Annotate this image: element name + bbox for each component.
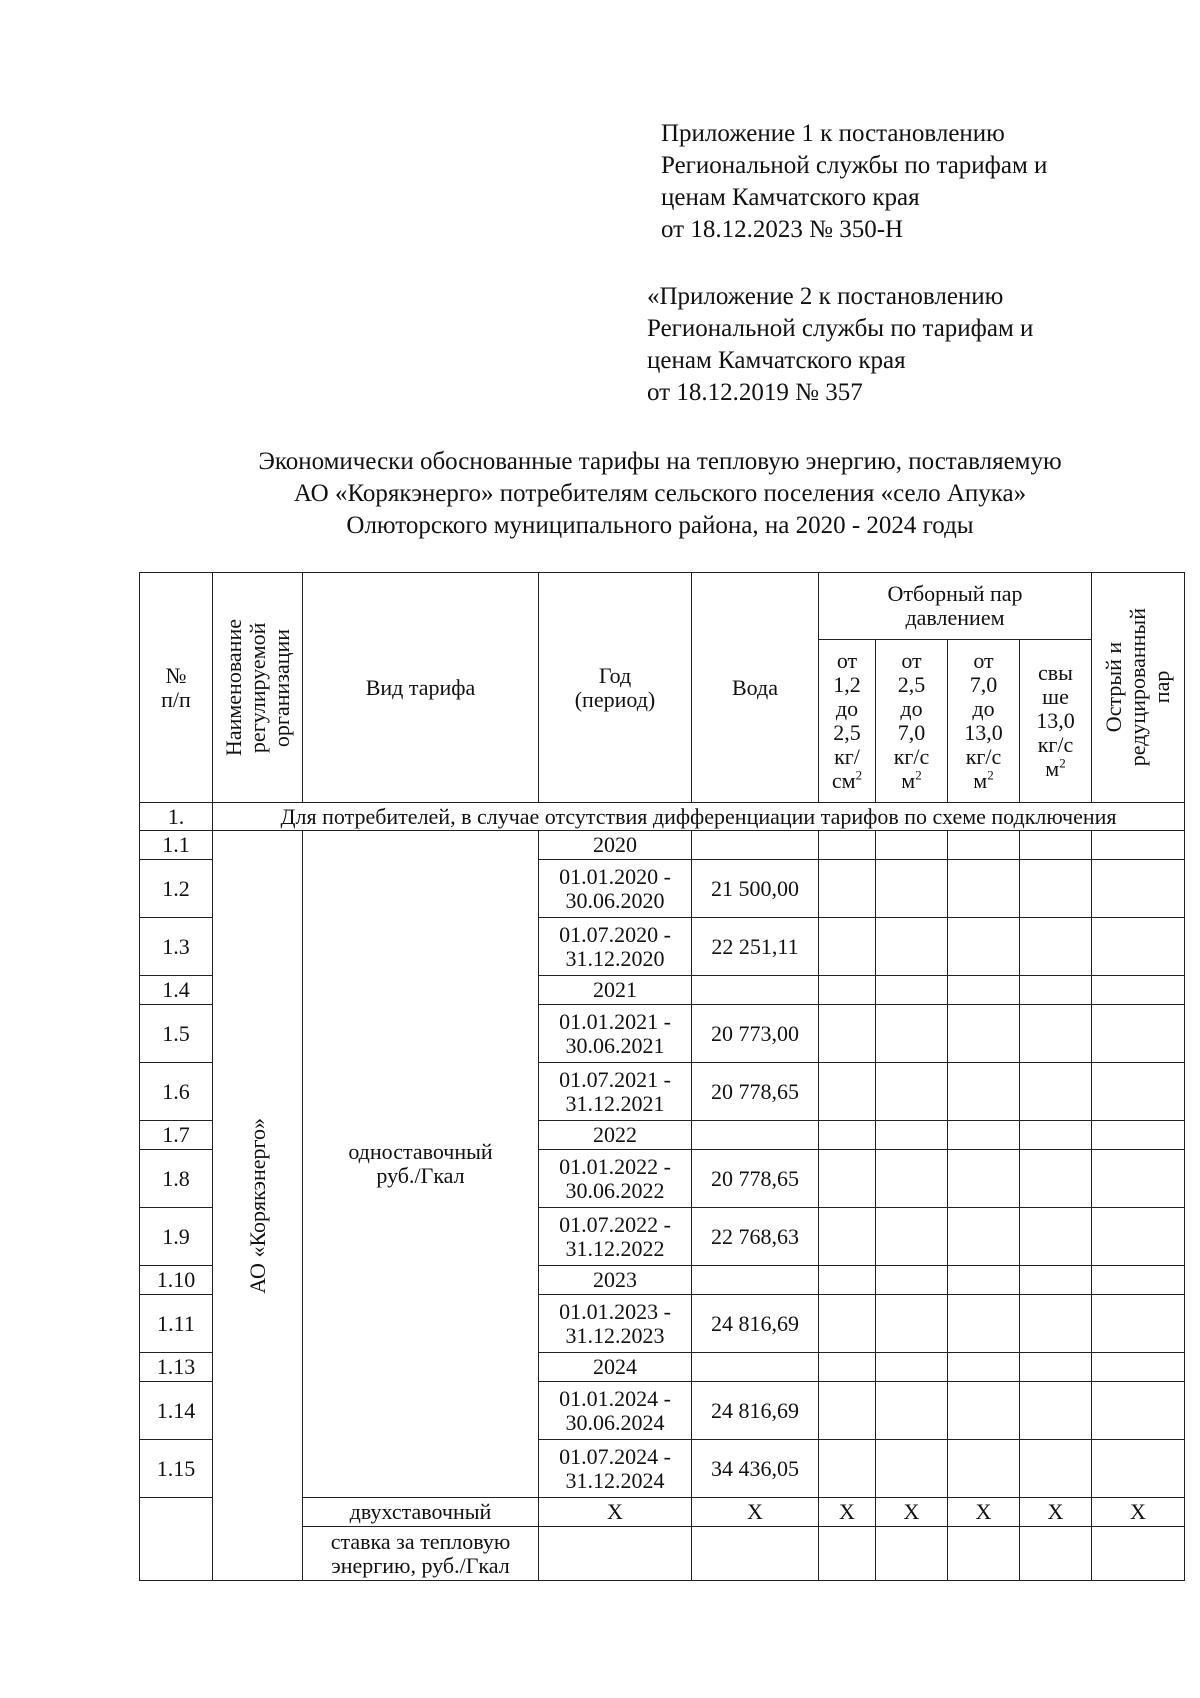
h-line: кг/ <box>834 744 860 769</box>
empty-cell <box>876 1382 948 1440</box>
empty-cell <box>1020 1353 1092 1382</box>
title-line: Экономически обоснованные тарифы на тепловую энергию, поставляемую <box>258 448 1062 475</box>
empty-cell <box>948 1353 1020 1382</box>
empty-cell <box>876 1208 948 1266</box>
empty-cell <box>819 1063 876 1121</box>
period-cell <box>539 1150 692 1208</box>
header-org-vertical <box>222 619 294 756</box>
period-line: 2020 <box>593 832 637 857</box>
row-num: 1.4 <box>140 976 213 1005</box>
period-line: 01.01.2020 - <box>559 863 671 889</box>
empty-cell <box>1020 976 1092 1005</box>
header-steam-3 <box>948 640 1020 803</box>
empty-cell <box>1092 976 1185 1005</box>
unit-text: см <box>831 768 856 793</box>
water-cell: 20 773,00 <box>692 1005 819 1063</box>
appendix-1-block <box>661 118 1047 246</box>
h-line: 1,2 <box>833 672 861 697</box>
empty-cell <box>876 976 948 1005</box>
period-line: 31.12.2022 <box>565 1235 665 1261</box>
appendix-1-line: Приложение 1 к постановлению <box>661 120 1005 147</box>
tariff-table <box>139 572 1185 1581</box>
empty-cell <box>1020 1121 1092 1150</box>
empty-cell <box>819 1295 876 1353</box>
header-period-line: Год <box>598 662 632 688</box>
empty-cell <box>1020 1208 1092 1266</box>
row-num: 1.8 <box>140 1150 213 1208</box>
header-steam-line: давлением <box>905 605 1005 630</box>
empty-cell <box>819 1150 876 1208</box>
row-num: 1.5 <box>140 1005 213 1063</box>
empty-cell <box>876 918 948 976</box>
empty-cell <box>819 860 876 918</box>
empty-cell <box>948 1266 1020 1295</box>
period-cell <box>539 1440 692 1498</box>
empty-cell <box>819 918 876 976</box>
period-line: 2024 <box>593 1354 637 1379</box>
header-sharp-line: пар <box>1149 671 1174 704</box>
empty-cell <box>1092 1063 1185 1121</box>
period-cell <box>539 1005 692 1063</box>
empty-cell <box>876 1440 948 1498</box>
h-line: ше <box>1042 684 1069 709</box>
period-cell <box>539 1295 692 1353</box>
period-line: 2023 <box>593 1267 637 1292</box>
h-line: кг/с <box>965 744 1002 769</box>
h-line: 7,0 <box>969 672 998 697</box>
section-num: 1. <box>140 803 213 831</box>
period-line: 2021 <box>593 977 637 1002</box>
row-num: 1.2 <box>140 860 213 918</box>
h-line: 13,0 <box>964 720 1003 745</box>
header-water: Вода <box>692 573 819 803</box>
superscript: 2 <box>987 767 994 783</box>
empty-cell <box>948 831 1020 860</box>
water-cell: 22 251,11 <box>692 918 819 976</box>
water-cell: 24 816,69 <box>692 1382 819 1440</box>
row-num: 1.7 <box>140 1121 213 1150</box>
empty-cell <box>1020 1005 1092 1063</box>
water-cell <box>692 1121 819 1150</box>
row-num: 1.14 <box>140 1382 213 1440</box>
one-rate-line: руб./Гкал <box>376 1163 465 1188</box>
row-num <box>140 1498 213 1581</box>
one-rate-line: одноставочный <box>348 1139 493 1164</box>
header-sharp-line: Острый и <box>1101 642 1126 733</box>
header-org-line: регулируемой <box>244 622 270 753</box>
h-line: кг/с <box>893 744 930 769</box>
water-cell: 21 500,00 <box>692 860 819 918</box>
appendix-2-line: «Приложение 2 к постановлению <box>647 283 1004 310</box>
water-cell <box>692 831 819 860</box>
period-line: 30.06.2021 <box>565 1032 665 1058</box>
empty-cell <box>819 976 876 1005</box>
h-line <box>819 769 875 793</box>
one-rate-cell <box>303 831 539 1498</box>
empty-cell <box>876 1005 948 1063</box>
empty-cell <box>819 1208 876 1266</box>
period-cell <box>539 1353 692 1382</box>
period-line: 31.12.2021 <box>565 1090 665 1116</box>
h-line: от <box>836 648 858 673</box>
empty-cell <box>1020 1295 1092 1353</box>
empty-cell <box>876 860 948 918</box>
empty-cell <box>876 1266 948 1295</box>
empty-cell <box>1020 1440 1092 1498</box>
empty-cell <box>1092 1005 1185 1063</box>
heat-rate-label <box>303 1527 539 1581</box>
empty-cell <box>819 1005 876 1063</box>
period-cell <box>539 1266 692 1295</box>
h-line <box>1020 757 1091 781</box>
empty-cell <box>876 831 948 860</box>
period-line: 01.01.2024 - <box>559 1385 671 1411</box>
header-sharp-line: редуцированный <box>1125 608 1150 767</box>
empty-cell <box>1020 1266 1092 1295</box>
empty-cell <box>948 1382 1020 1440</box>
period-line: 30.06.2024 <box>565 1409 665 1435</box>
empty-cell <box>819 1382 876 1440</box>
water-cell: 34 436,05 <box>692 1440 819 1498</box>
header-num-line: № <box>165 662 187 688</box>
title-line: АО «Корякэнерго» потребителям сельского поселения «село Апука» <box>293 480 1027 507</box>
appendix-1-line: Региональной службы по тарифам и <box>661 152 1048 179</box>
empty-cell <box>1020 860 1092 918</box>
superscript: 2 <box>915 767 922 783</box>
empty-cell <box>1020 918 1092 976</box>
period-line: 01.07.2020 - <box>559 921 671 947</box>
empty-cell <box>819 1440 876 1498</box>
row-num: 1.11 <box>140 1295 213 1353</box>
row-num: 1.3 <box>140 918 213 976</box>
empty-cell <box>948 918 1020 976</box>
empty-cell <box>948 1150 1020 1208</box>
h-line: до <box>900 696 923 721</box>
period-line: 01.01.2022 - <box>559 1153 671 1179</box>
x-mark: X <box>1020 1498 1092 1527</box>
row-num: 1.15 <box>140 1440 213 1498</box>
period-cell <box>539 1063 692 1121</box>
empty-cell <box>819 1266 876 1295</box>
header-org-line: Наименование <box>220 618 246 757</box>
h-line: от <box>901 648 922 673</box>
period-cell <box>539 831 692 860</box>
h-line: кг/с <box>1037 732 1074 757</box>
empty-cell <box>819 1353 876 1382</box>
h-line: до <box>972 696 995 721</box>
header-org-line: организации <box>268 628 294 747</box>
h-line: 7,0 <box>897 720 926 745</box>
empty-cell <box>948 1440 1020 1498</box>
water-cell <box>692 976 819 1005</box>
two-rate-label: двухставочный <box>303 1498 539 1527</box>
document-title <box>130 446 1190 542</box>
unit-text: м <box>1045 756 1060 781</box>
org-name: АО «Корякэнерго» <box>244 1117 270 1294</box>
empty-cell <box>819 1121 876 1150</box>
period-line: 01.07.2022 - <box>559 1211 671 1237</box>
empty-cell <box>819 831 876 860</box>
empty-cell <box>948 1208 1020 1266</box>
empty-cell <box>1092 1382 1185 1440</box>
period-line: 30.06.2022 <box>565 1177 665 1203</box>
empty-cell <box>948 1121 1020 1150</box>
water-cell: 20 778,65 <box>692 1150 819 1208</box>
empty-cell <box>692 1527 819 1581</box>
water-cell: 20 778,65 <box>692 1063 819 1121</box>
empty-cell <box>819 1527 876 1581</box>
row-num: 1.9 <box>140 1208 213 1266</box>
water-cell: 24 816,69 <box>692 1295 819 1353</box>
empty-cell <box>1092 1295 1185 1353</box>
water-cell: 22 768,63 <box>692 1208 819 1266</box>
x-mark: X <box>948 1498 1020 1527</box>
x-mark: X <box>876 1498 948 1527</box>
appendix-2-line: Региональной службы по тарифам и <box>647 315 1034 342</box>
empty-cell <box>1092 831 1185 860</box>
empty-cell <box>1092 1121 1185 1150</box>
header-tariff-type: Вид тарифа <box>303 573 539 803</box>
header-steam-1 <box>819 640 876 803</box>
h-line: до <box>835 696 859 721</box>
empty-cell <box>539 1527 692 1581</box>
unit-text: м <box>901 768 916 793</box>
row-num: 1.1 <box>140 831 213 860</box>
appendix-1-line: от 18.12.2023 № 350-Н <box>661 216 904 243</box>
period-cell <box>539 860 692 918</box>
table-row <box>140 831 1185 860</box>
header-num <box>140 573 213 803</box>
h-line: 13,0 <box>1036 708 1075 733</box>
empty-cell <box>876 1353 948 1382</box>
appendix-2-block <box>647 281 1033 409</box>
period-line: 01.01.2021 - <box>559 1008 671 1034</box>
h-line <box>876 769 947 793</box>
period-cell <box>539 918 692 976</box>
heat-rate-line: энергию, руб./Гкал <box>331 1552 510 1578</box>
period-line: 01.07.2021 - <box>559 1066 671 1092</box>
row-num: 1.10 <box>140 1266 213 1295</box>
header-steam-2 <box>876 640 948 803</box>
empty-cell <box>1020 831 1092 860</box>
row-num: 1.13 <box>140 1353 213 1382</box>
row-num: 1.6 <box>140 1063 213 1121</box>
empty-cell <box>1020 1063 1092 1121</box>
empty-cell <box>1020 1150 1092 1208</box>
header-num-line: п/п <box>161 686 191 712</box>
x-mark: X <box>819 1498 876 1527</box>
appendix-1-line: ценам Камчатского края <box>661 184 920 211</box>
heat-rate-line: ставка за тепловую <box>330 1528 511 1554</box>
empty-cell <box>1020 1527 1092 1581</box>
header-steam-4 <box>1020 640 1092 803</box>
title-line: Олюторского муниципального района, на 2020 - 2024 годы <box>346 512 974 539</box>
empty-cell <box>948 1527 1020 1581</box>
h-line: от <box>973 648 994 673</box>
h-line: 2,5 <box>833 720 861 745</box>
empty-cell <box>948 1295 1020 1353</box>
empty-cell <box>1092 1527 1185 1581</box>
empty-cell <box>1092 1266 1185 1295</box>
superscript: 2 <box>855 767 863 783</box>
period-line: 31.12.2024 <box>565 1467 665 1493</box>
header-period <box>539 573 692 803</box>
unit-text: м <box>973 768 988 793</box>
x-mark: X <box>1092 1498 1185 1527</box>
period-line: 31.12.2020 <box>565 945 665 971</box>
empty-cell <box>876 1295 948 1353</box>
section-title: Для потребителей, в случае отсутствия дифференциации тарифов по схеме подключения <box>213 803 1185 831</box>
empty-cell <box>1092 1440 1185 1498</box>
empty-cell <box>948 1005 1020 1063</box>
header-sharp-vertical <box>1102 608 1174 766</box>
header-period-line: (период) <box>574 686 656 712</box>
header-steam-line: Отборный пар <box>887 581 1023 606</box>
empty-cell <box>1092 918 1185 976</box>
empty-cell <box>1092 860 1185 918</box>
appendix-2-line: ценам Камчатского края <box>647 347 906 374</box>
header-org <box>213 573 303 803</box>
h-line: свы <box>1038 660 1073 685</box>
empty-cell <box>876 1063 948 1121</box>
empty-cell <box>876 1150 948 1208</box>
period-line: 01.01.2023 - <box>559 1298 671 1324</box>
empty-cell <box>948 976 1020 1005</box>
period-line: 01.07.2024 - <box>559 1443 671 1469</box>
period-line: 31.12.2023 <box>565 1322 665 1348</box>
empty-cell <box>1092 1208 1185 1266</box>
x-mark: X <box>539 1498 692 1527</box>
header-steam-group <box>819 573 1092 640</box>
superscript: 2 <box>1059 755 1066 771</box>
empty-cell <box>876 1527 948 1581</box>
empty-cell <box>948 1063 1020 1121</box>
h-line <box>948 769 1019 793</box>
header-sharp-steam <box>1092 573 1185 803</box>
empty-cell <box>876 1121 948 1150</box>
org-name-cell <box>213 831 303 1581</box>
empty-cell <box>1092 1150 1185 1208</box>
appendix-2-line: от 18.12.2019 № 357 <box>647 379 863 406</box>
period-line: 2022 <box>593 1122 637 1147</box>
period-cell <box>539 1121 692 1150</box>
empty-cell <box>1020 1382 1092 1440</box>
x-mark: X <box>692 1498 819 1527</box>
water-cell <box>692 1353 819 1382</box>
empty-cell <box>948 860 1020 918</box>
period-cell <box>539 1382 692 1440</box>
h-line: 2,5 <box>897 672 926 697</box>
empty-cell <box>1092 1353 1185 1382</box>
water-cell <box>692 1266 819 1295</box>
period-cell <box>539 976 692 1005</box>
period-line: 30.06.2020 <box>565 887 665 913</box>
period-cell <box>539 1208 692 1266</box>
